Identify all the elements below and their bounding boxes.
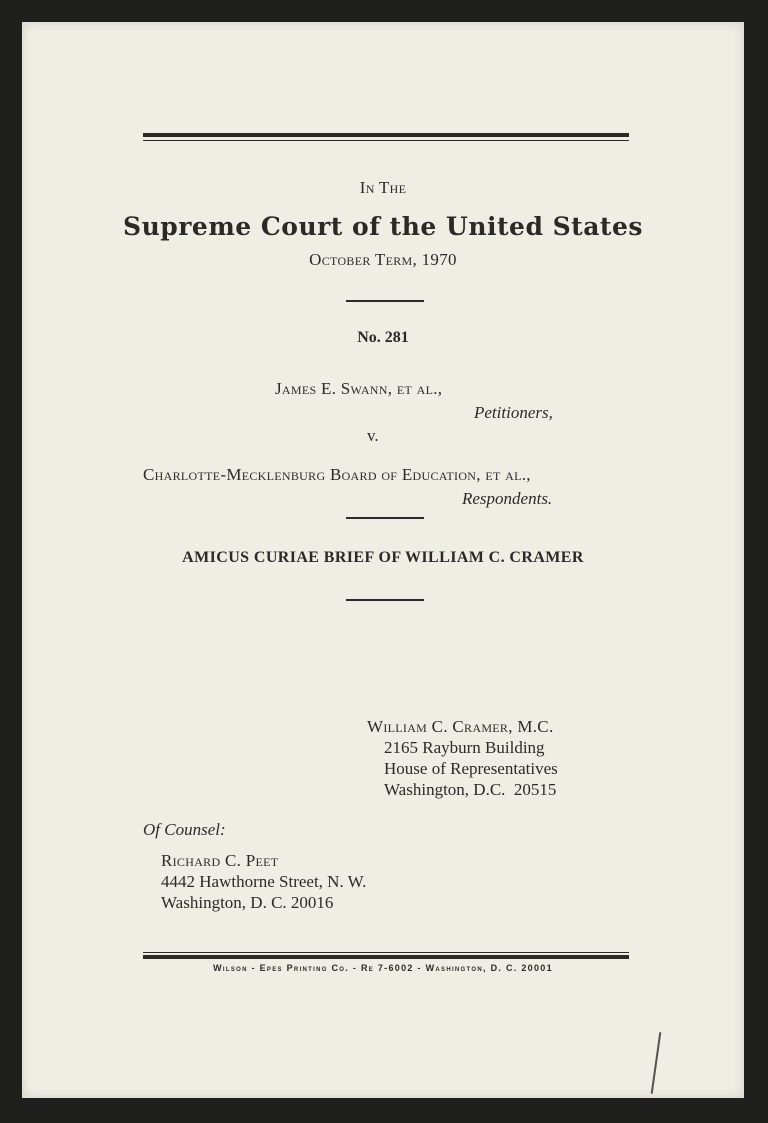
author-address-1: 2165 Rayburn Building — [384, 738, 545, 757]
divider-2 — [346, 517, 424, 519]
counsel-label: Of Counsel: — [143, 820, 226, 839]
document-page — [22, 22, 744, 1098]
petitioner-role: Petitioners, — [474, 403, 553, 422]
court-name: Supreme Court of the United States — [123, 212, 643, 241]
author-address-2: House of Representatives — [384, 759, 558, 778]
counsel-address-2: Washington, D. C. 20016 — [161, 893, 334, 912]
respondent-role: Respondents. — [462, 489, 553, 508]
top-double-rule — [143, 133, 629, 141]
pencil-mark — [651, 1032, 662, 1094]
in-the-heading: In The — [359, 178, 407, 197]
printer-footer: Wilson - Epes Printing Co. - Re 7-6002 - Washington, D. C. 20001 — [213, 963, 553, 973]
case-number: No. 281 — [357, 329, 409, 346]
respondent-name: Charlotte-Mecklenburg Board of Education, et al., — [143, 465, 531, 484]
divider-1 — [346, 300, 424, 302]
author-address-3: Washington, D.C. 20515 — [384, 780, 557, 799]
brief-title: AMICUS CURIAE BRIEF OF WILLIAM C. CRAMER — [182, 549, 584, 566]
counsel-name: Richard C. Peet — [161, 851, 279, 870]
counsel-address-1: 4442 Hawthorne Street, N. W. — [161, 872, 367, 891]
author-name: William C. Cramer, M.C. — [367, 717, 554, 736]
term-line: October Term, 1970 — [309, 250, 457, 269]
bottom-double-rule — [143, 952, 629, 959]
divider-3 — [346, 599, 424, 601]
versus: v. — [367, 426, 379, 445]
petitioner-name: James E. Swann, et al., — [275, 379, 443, 398]
